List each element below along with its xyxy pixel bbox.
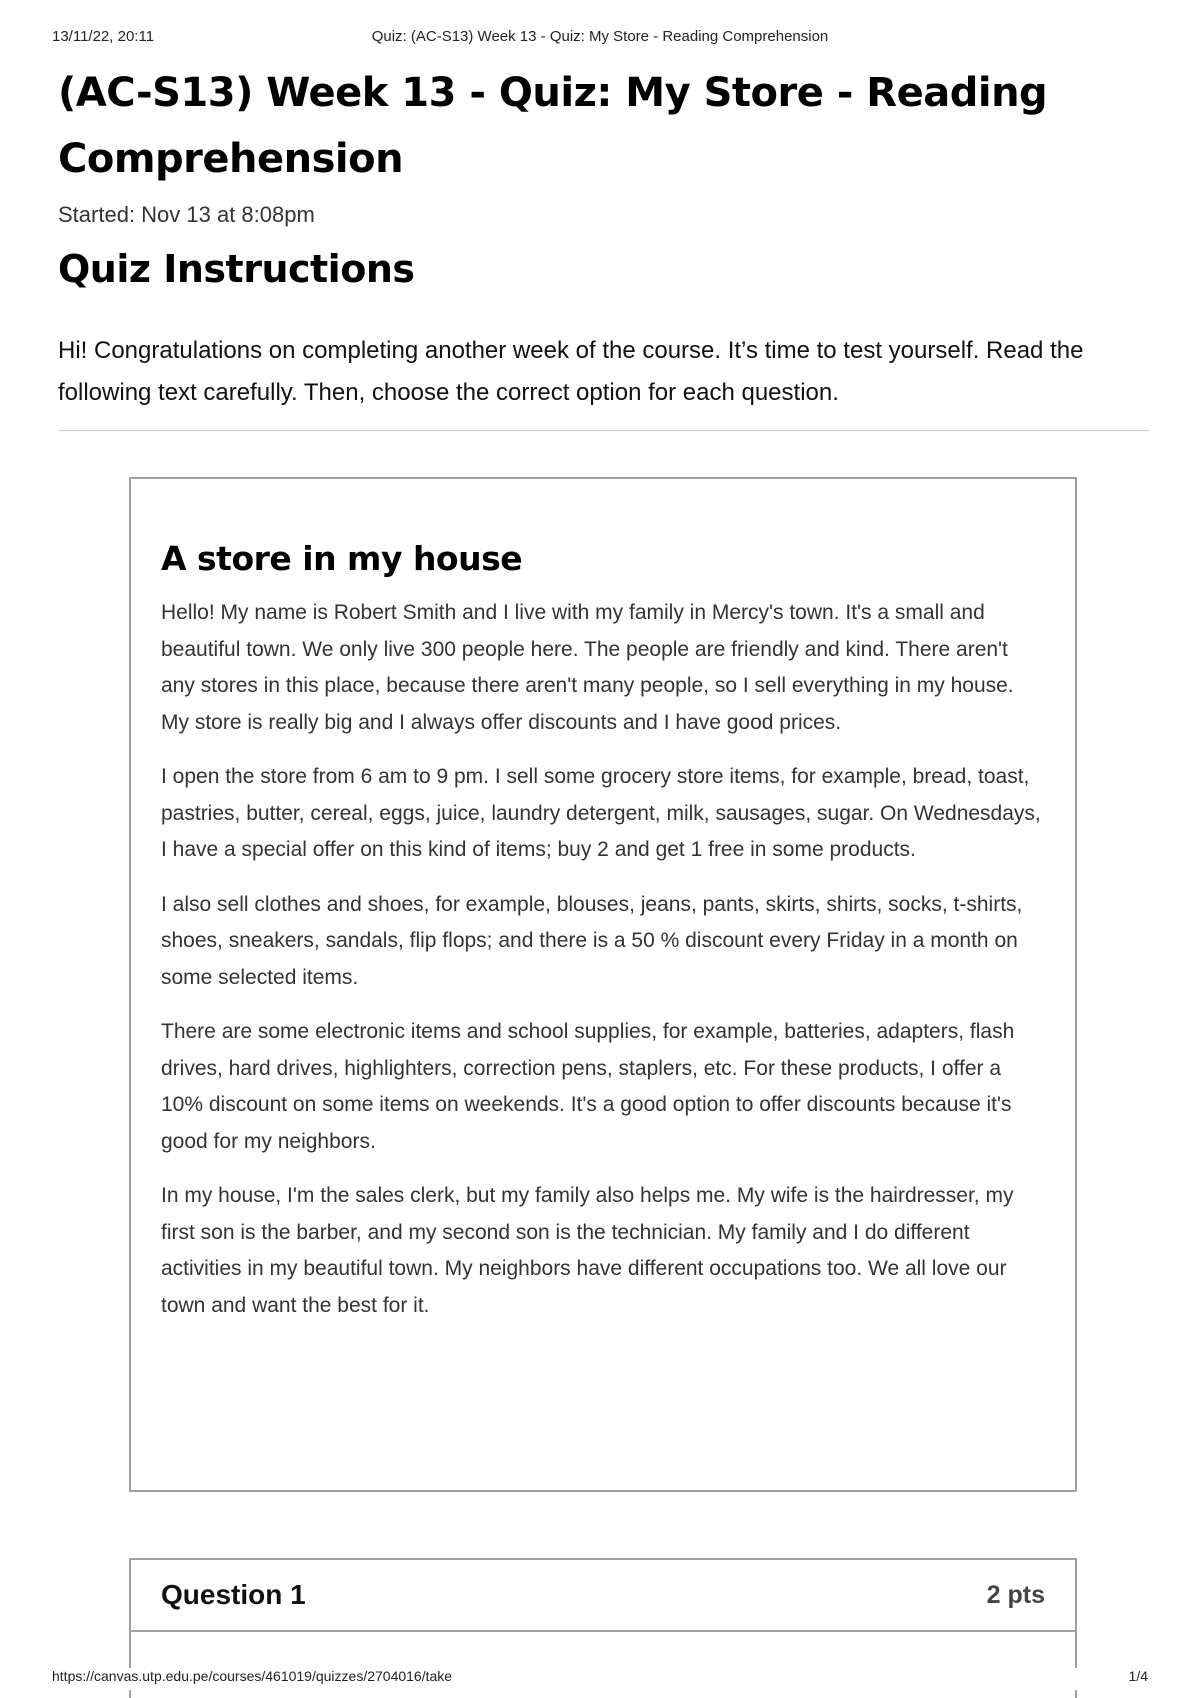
quiz-content [58,60,1150,431]
question-header [131,1560,1075,1632]
reading-paragraph: There are some electronic items and school supplies, for example, batteries, adapters, flash drives, hard drives, highlighters, correction pens, staplers, etc. For these products, I offer a 10% discount on some items on weekends. It's a good option to offer discounts because it's good for my neighbors. [161,1020,1015,1153]
print-document-title: Quiz: (AC-S13) Week 13 - Quiz: My Store - Reading Comprehension [371,28,829,45]
quiz-instructions-text: Hi! Congratulations on completing another week of the course. It’s time to test yourself. Read the following text carefully. Then, choose the correct option for each question. [58,337,1084,406]
print-datetime: 13/11/22, 20:11 [52,28,155,45]
quiz-started-time: Started: Nov 13 at 8:08pm [58,202,315,227]
print-page-number: 1/4 [1128,1668,1148,1684]
question-name: Question 1 [161,1579,306,1610]
quiz-instructions-heading: Quiz Instructions [58,247,415,291]
reading-paragraph: I open the store from 6 am to 9 pm. I sell some grocery store items, for example, bread, toast, pastries, butter, cereal, eggs, juice, laundry detergent, milk, sausages, sugar. On Wednesdays, I have a special offer on this kind of items; buy 2 and get 1 free in some products. [161,765,1041,861]
print-footer [52,1668,1148,1690]
divider [58,430,1150,431]
print-url[interactable]: https://canvas.utp.edu.pe/courses/461019/quizzes/2704016/take [52,1668,453,1684]
question-points: 2 pts [986,1580,1045,1609]
reading-title: A store in my house [161,539,523,578]
reading-paragraph: Hello! My name is Robert Smith and I live with my family in Mercy's town. It's a small and beautiful town. We only live 300 people here. The people are friendly and kind. There aren't any stores in this place, because there aren't many people, so I sell everything in my house. My store is really big and I always offer discounts and I have good prices. [161,601,1014,734]
reading-passage-box [129,477,1077,1492]
page-title: (AC-S13) Week 13 - Quiz: My Store - Reading Comprehension [58,70,1048,182]
reading-paragraph: I also sell clothes and shoes, for example, blouses, jeans, pants, skirts, shirts, socks, t-shirts, shoes, sneakers, sandals, flip flops; and there is a 50 % discount every Friday in a month on some selected items. [161,892,1023,989]
reading-paragraph: In my house, I'm the sales clerk, but my family also helps me. My wife is the hairdresser, my first son is the barber, and my second son is the technician. My family and I do different activities in my beautiful town. My neighbors have different occupations too. We all love our town and want the best for it. [161,1184,1014,1317]
print-header [52,28,1148,48]
